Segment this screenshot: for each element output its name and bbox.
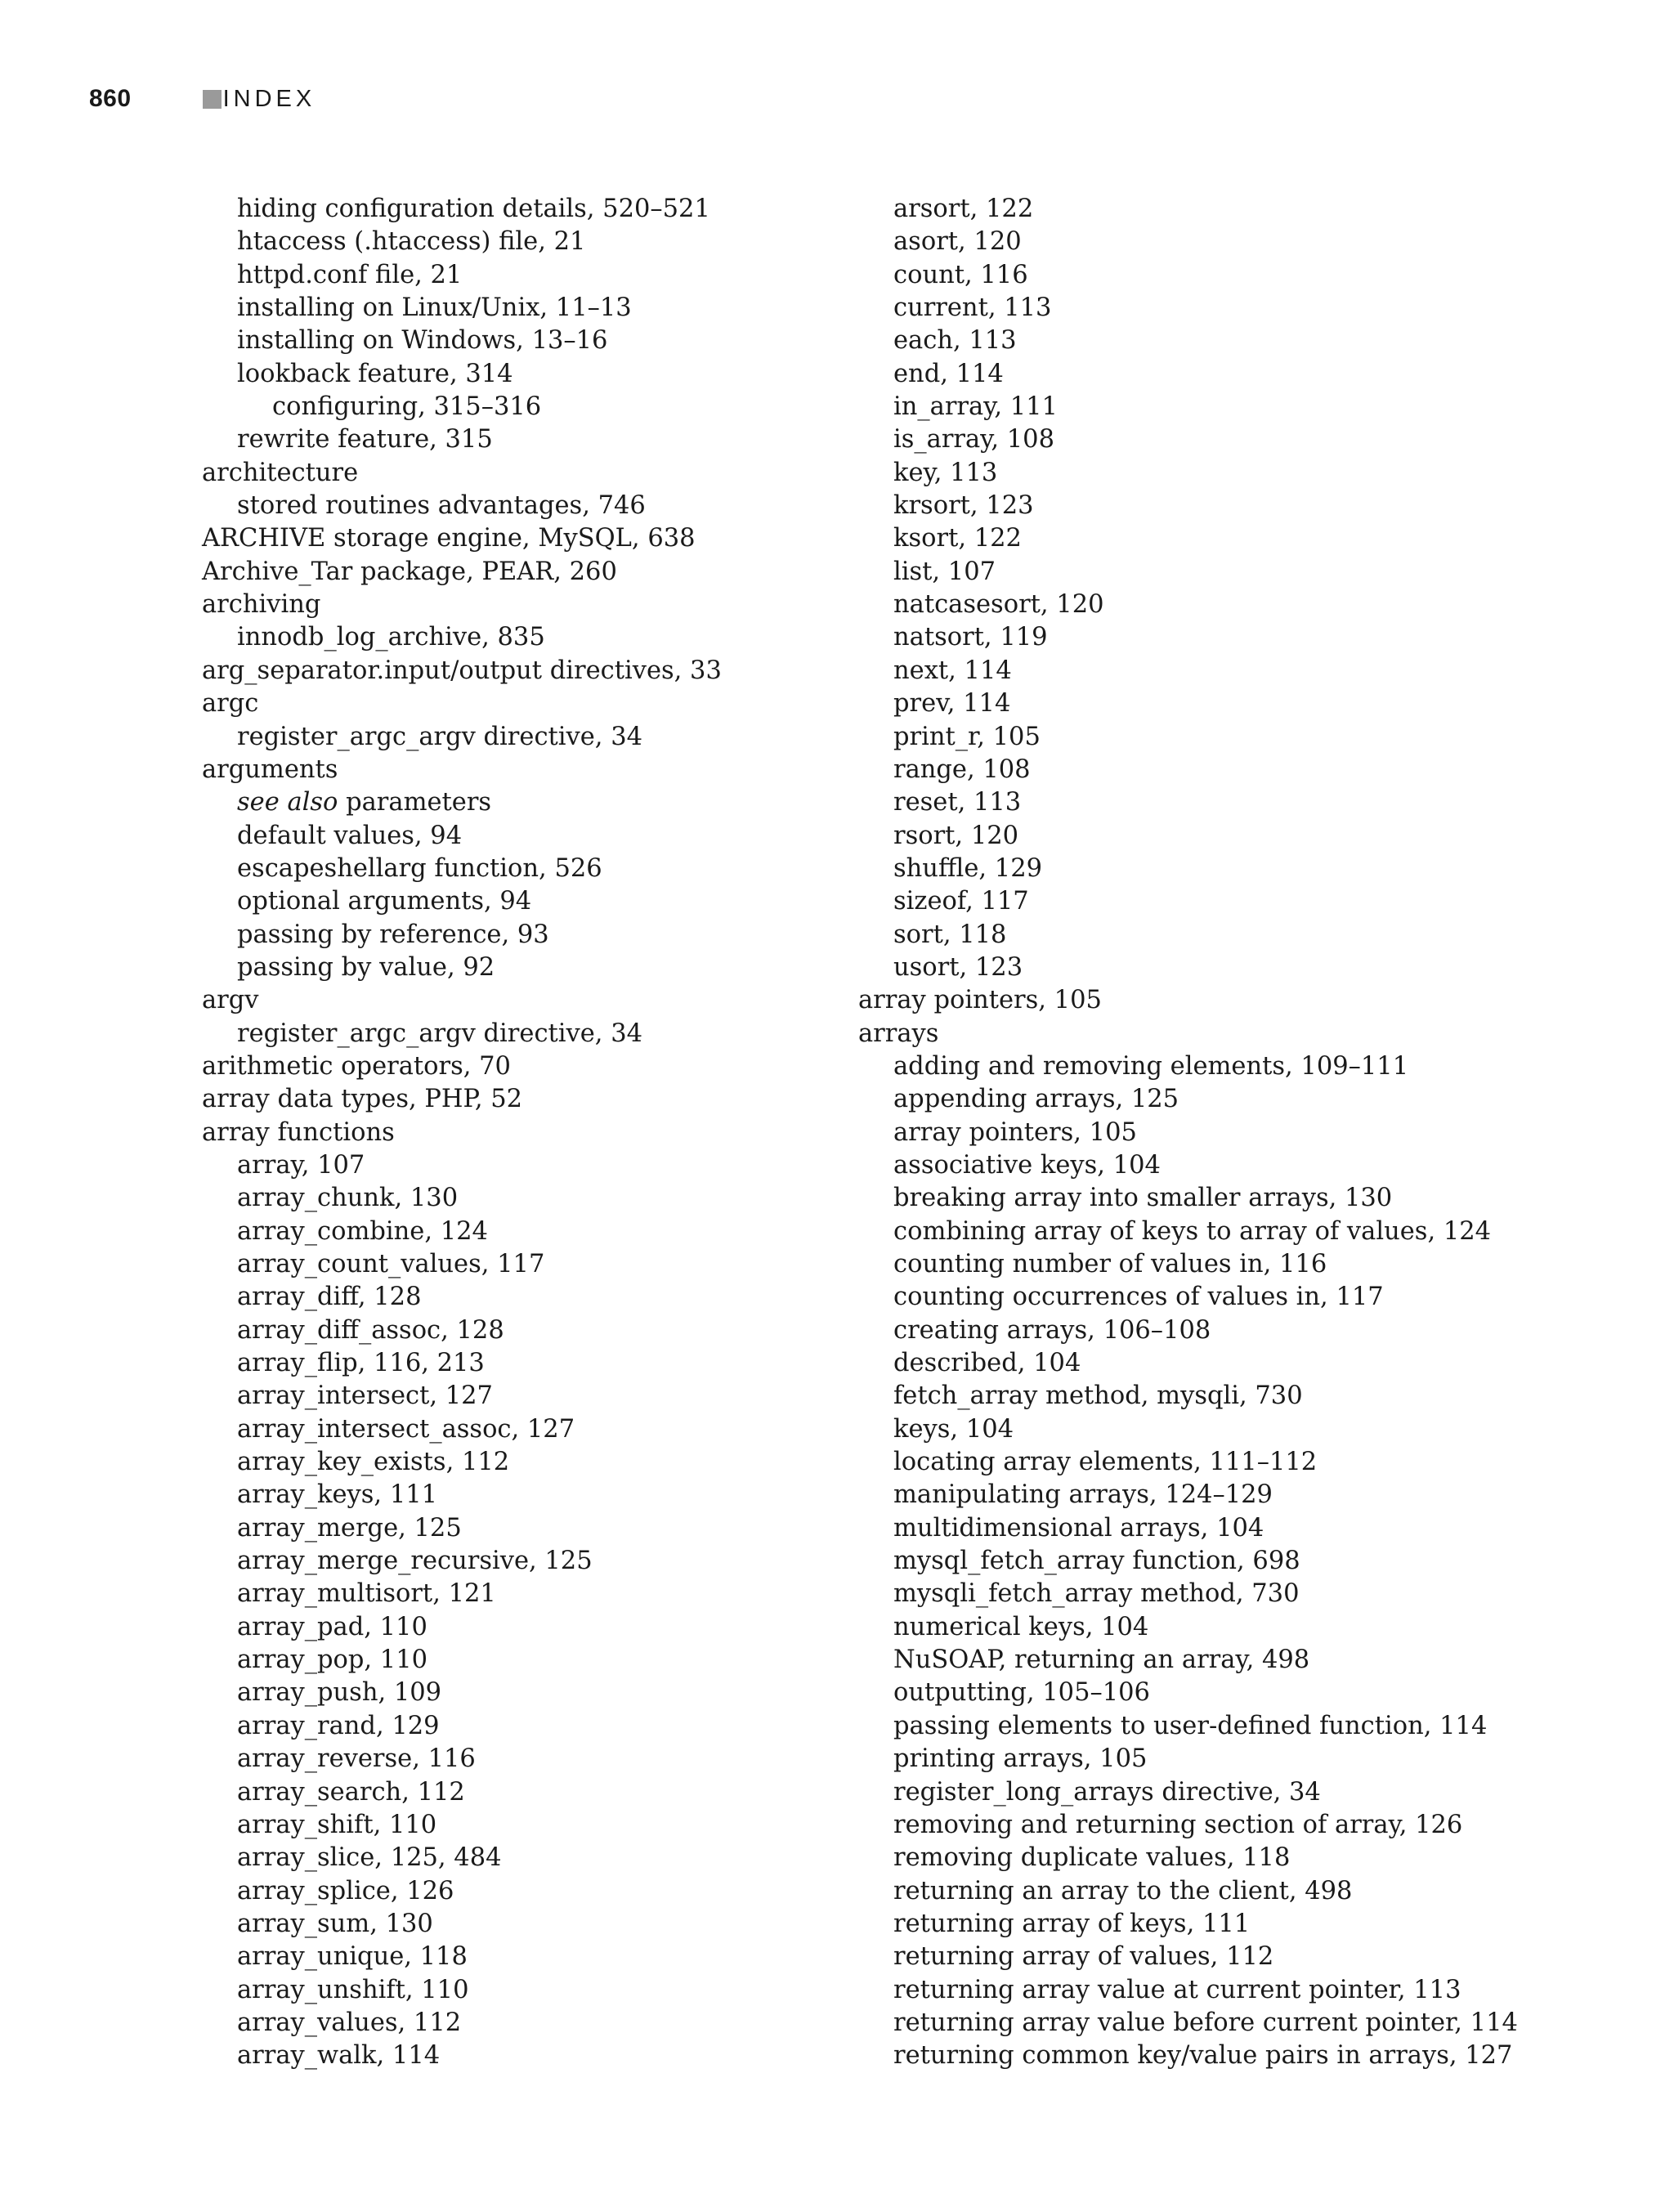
index-entry: array_shift, 110: [237, 1810, 437, 1839]
index-entry: count, 116: [893, 260, 1028, 289]
index-entry: range, 108: [893, 754, 1031, 784]
index-entry: reset, 113: [893, 788, 1022, 817]
index-entry: array_pop, 110: [237, 1646, 428, 1675]
index-entry: appending arrays, 125: [893, 1085, 1179, 1114]
index-entry-text: parameters: [338, 788, 492, 817]
index-entry: key, 113: [893, 458, 998, 487]
index-entry: configuring, 315–316: [272, 392, 542, 422]
index-entry: natcasesort, 120: [893, 590, 1104, 620]
index-entry: next, 114: [893, 656, 1012, 685]
index-entry: associative keys, 104: [893, 1150, 1161, 1180]
index-entry: manipulating arrays, 124–129: [893, 1480, 1273, 1510]
index-entry: sort, 118: [893, 920, 1007, 949]
index-entry: array_rand, 129: [237, 1711, 440, 1740]
index-entry: numerical keys, 104: [893, 1612, 1149, 1641]
index-entry: arsort, 122: [893, 195, 1034, 223]
index-entry: array_reverse, 116: [237, 1744, 476, 1774]
index-entry: array_unshift, 110: [237, 1975, 469, 2004]
index-entry: htaccess (.htaccess) file, 21: [237, 227, 586, 257]
index-entry: innodb_log_archive, 835: [237, 623, 545, 652]
index-entry: returning array value at current pointer, 113: [893, 1975, 1461, 2004]
index-entry: outputting, 105–106: [893, 1678, 1150, 1708]
index-entry: array_intersect, 127: [237, 1381, 493, 1411]
index-entry: lookback feature, 314: [237, 359, 513, 388]
index-entry: krsort, 123: [893, 491, 1034, 521]
index-entry: each, 113: [893, 326, 1017, 356]
index-entry: array_multisort, 121: [237, 1579, 496, 1609]
index-entry: optional arguments, 94: [237, 887, 532, 916]
index-entry: array_combine, 124: [237, 1216, 488, 1246]
index-entry: [202, 786, 722, 819]
index-entry: shuffle, 129: [893, 853, 1043, 883]
index-entry: array pointers, 105: [893, 1117, 1137, 1147]
index-entry: current, 113: [893, 293, 1052, 323]
index-entry: mysql_fetch_array function, 698: [893, 1547, 1300, 1576]
index-entry: array_search, 112: [237, 1777, 465, 1807]
index-entry: fetch_array method, mysqli, 730: [893, 1381, 1303, 1411]
index-entry: array_keys, 111: [237, 1480, 438, 1510]
index-entry: argv: [202, 986, 259, 1015]
index-entry: end, 114: [893, 359, 1004, 388]
index-entry: print_r, 105: [893, 722, 1041, 751]
index-entry: counting occurrences of values in, 117: [893, 1283, 1384, 1312]
index-entry: array_push, 109: [237, 1678, 442, 1708]
index-entry: archiving: [202, 590, 321, 620]
page-number: 860: [89, 85, 132, 112]
index-entry: usort, 123: [893, 952, 1023, 982]
index-entry: breaking array into smaller arrays, 130: [893, 1184, 1393, 1213]
index-entry: keys, 104: [893, 1414, 1014, 1444]
index-entry: asort, 120: [893, 227, 1022, 257]
index-entry: multidimensional arrays, 104: [893, 1513, 1264, 1543]
index-entry: adding and removing elements, 109–111: [893, 1051, 1409, 1081]
index-entry: arithmetic operators, 70: [202, 1051, 511, 1081]
section-marker-square: [203, 90, 222, 109]
index-entry: sizeof, 117: [893, 887, 1029, 916]
index-column-right: [858, 193, 1518, 2073]
index-entry: removing duplicate values, 118: [893, 1843, 1291, 1873]
index-entry: list, 107: [893, 557, 996, 586]
index-entry: mysqli_fetch_array method, 730: [893, 1579, 1300, 1609]
section-title: INDEX: [222, 85, 316, 112]
index-entry: escapeshellarg function, 526: [237, 853, 602, 883]
index-entry: passing by reference, 93: [237, 920, 549, 949]
index-entry: array_splice, 126: [237, 1876, 454, 1905]
index-entry: register_argc_argv directive, 34: [237, 1019, 643, 1048]
index-entry: array_diff, 128: [237, 1283, 422, 1312]
index-entry: combining array of keys to array of values, 124: [893, 1216, 1492, 1246]
index-entry: array_sum, 130: [237, 1909, 433, 1938]
index-entry: arg_separator.input/output directives, 33: [202, 656, 722, 685]
index-entry: passing by value, 92: [237, 952, 495, 982]
index-entry: array_flip, 116, 213: [237, 1349, 485, 1378]
index-entry: array functions: [202, 1117, 395, 1147]
index-entry: installing on Linux/Unix, 11–13: [237, 293, 632, 323]
index-entry: array_pad, 110: [237, 1612, 427, 1641]
index-entry: register_argc_argv directive, 34: [237, 722, 643, 751]
page-header: [89, 80, 316, 118]
index-entry: rewrite feature, 315: [237, 425, 493, 454]
index-entry: httpd.conf file, 21: [237, 260, 463, 289]
index-entry: ksort, 122: [893, 524, 1022, 553]
index-column-left: [202, 193, 722, 2073]
index-entry: installing on Windows, 13–16: [237, 326, 608, 356]
cross-reference-label: see also: [237, 788, 338, 817]
index-entry: printing arrays, 105: [893, 1744, 1148, 1774]
index-entry: array_unique, 118: [237, 1942, 468, 1972]
index-entry: argc: [202, 689, 259, 719]
index-entry: NuSOAP, returning an array, 498: [893, 1646, 1310, 1675]
index-entry: array pointers, 105: [858, 986, 1102, 1015]
index-entry: locating array elements, 111–112: [893, 1448, 1318, 1477]
index-entry: removing and returning section of array, 126: [893, 1810, 1463, 1839]
index-entry: array_count_values, 117: [237, 1250, 545, 1278]
index-entry: described, 104: [893, 1349, 1081, 1378]
index-entry: array_merge_recursive, 125: [237, 1547, 593, 1576]
index-entry: default values, 94: [237, 821, 463, 850]
index-entry: returning an array to the client, 498: [893, 1876, 1353, 1905]
index-entry: returning array of values, 112: [893, 1942, 1274, 1972]
index-entry: register_long_arrays directive, 34: [893, 1777, 1321, 1807]
index-entry: returning common key/value pairs in arrays, 127: [893, 2041, 1513, 2071]
index-entry: returning array of keys, 111: [893, 1909, 1251, 1938]
index-entry: ARCHIVE storage engine, MySQL, 638: [202, 524, 696, 553]
index-entry: array_chunk, 130: [237, 1184, 459, 1213]
index-entry: is_array, 108: [893, 425, 1054, 454]
index-entry: natsort, 119: [893, 623, 1048, 652]
index-entry: array_key_exists, 112: [237, 1448, 510, 1477]
index-entry: array_merge, 125: [237, 1513, 462, 1543]
index-entry: arguments: [202, 754, 338, 784]
index-entry: array_walk, 114: [237, 2041, 441, 2071]
index-entry: returning array value before current pointer, 114: [893, 2008, 1518, 2037]
index-entry: passing elements to user-defined function, 114: [893, 1711, 1488, 1740]
index-entry: array_diff_assoc, 128: [237, 1315, 504, 1345]
index-entry: rsort, 120: [893, 821, 1019, 850]
index-entry: architecture: [202, 458, 359, 487]
index-entry: stored routines advantages, 746: [237, 491, 646, 521]
index-entry: array, 107: [237, 1150, 365, 1180]
index-entry: array_slice, 125, 484: [237, 1843, 502, 1873]
index-entry: hiding configuration details, 520–521: [237, 195, 710, 223]
index-entry: array data types, PHP, 52: [202, 1085, 523, 1114]
index-entry: arrays: [858, 1019, 939, 1048]
index-entry: array_intersect_assoc, 127: [237, 1414, 575, 1444]
index-entry: array_values, 112: [237, 2008, 462, 2037]
index-entry: Archive_Tar package, PEAR, 260: [202, 557, 617, 586]
index-entry: counting number of values in, 116: [893, 1250, 1327, 1278]
index-entry: creating arrays, 106–108: [893, 1315, 1211, 1345]
index-entry: in_array, 111: [893, 392, 1058, 422]
index-entry: prev, 114: [893, 689, 1011, 719]
